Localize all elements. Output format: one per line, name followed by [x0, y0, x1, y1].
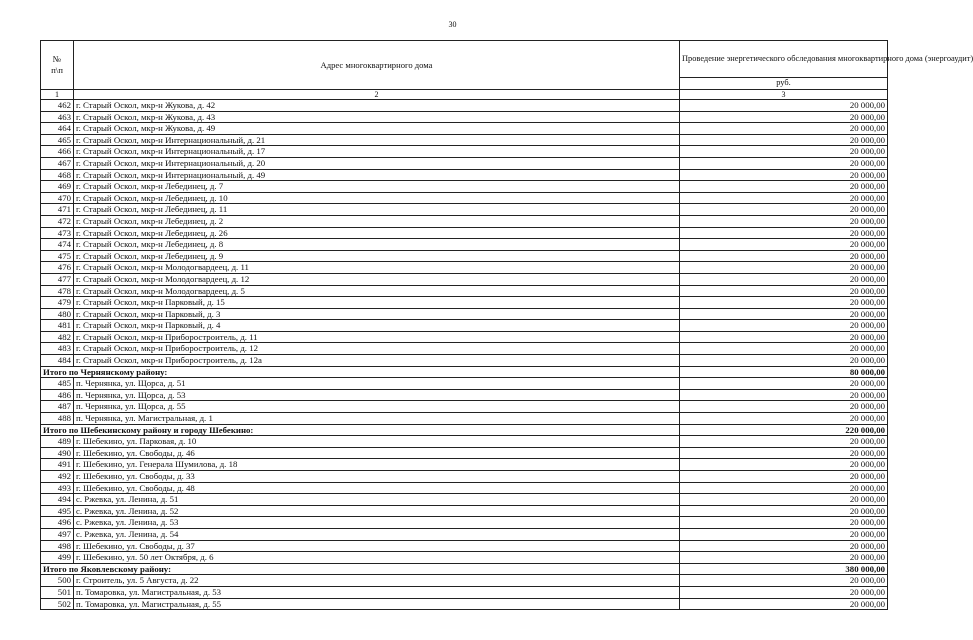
row-address: г. Старый Оскол, мкр-н Жукова, д. 43 — [74, 111, 680, 123]
row-address: г. Старый Оскол, мкр-н Парковый, д. 3 — [74, 308, 680, 320]
row-number: 478 — [41, 285, 74, 297]
table-row — [41, 540, 888, 552]
row-address: с. Ржевка, ул. Ленина, д. 52 — [74, 505, 680, 517]
header-number-title: № — [52, 54, 62, 65]
table-row — [41, 343, 888, 355]
row-amount: 20 000,00 — [680, 192, 888, 204]
table-row — [41, 215, 888, 227]
table-row — [41, 146, 888, 158]
table-row — [41, 227, 888, 239]
housing-audit-table — [40, 40, 973, 610]
table-row — [41, 331, 888, 343]
row-number: 469 — [41, 181, 74, 193]
table-row — [41, 204, 888, 216]
row-address: г. Шебекино, ул. Свободы, д. 46 — [74, 447, 680, 459]
row-number: 473 — [41, 227, 74, 239]
row-address: г. Шебекино, ул. Свободы, д. 37 — [74, 540, 680, 552]
subtotal-label: Итого по Чернянскому району: — [41, 366, 680, 378]
row-address: п. Томаровка, ул. Магистральная, д. 55 — [74, 598, 680, 610]
row-number: 488 — [41, 413, 74, 425]
table-row — [41, 401, 888, 413]
row-number: 499 — [41, 552, 74, 564]
table-row — [41, 389, 888, 401]
row-address: п. Чернянка, ул. Щорса, д. 51 — [74, 378, 680, 390]
header-amount-unit: руб. — [680, 78, 888, 90]
row-amount: 20 000,00 — [680, 586, 888, 598]
row-address: г. Старый Оскол, мкр-н Лебединец, д. 10 — [74, 192, 680, 204]
table-row — [41, 239, 888, 251]
row-number: 482 — [41, 331, 74, 343]
row-address: г. Старый Оскол, мкр-н Лебединец, д. 26 — [74, 227, 680, 239]
row-address: г. Старый Оскол, мкр-н Лебединец, д. 2 — [74, 215, 680, 227]
row-number: 497 — [41, 528, 74, 540]
row-address: г. Шебекино, ул. Генерала Шумилова, д. 18 — [74, 459, 680, 471]
row-address: п. Чернянка, ул. Щорса, д. 53 — [74, 389, 680, 401]
row-number: 479 — [41, 297, 74, 309]
row-amount: 20 000,00 — [680, 157, 888, 169]
table-row — [41, 505, 888, 517]
row-amount: 20 000,00 — [680, 308, 888, 320]
subtotal-label: Итого по Яковлевскому району: — [41, 563, 680, 575]
row-amount: 20 000,00 — [680, 134, 888, 146]
row-address: г. Старый Оскол, мкр-н Молодогвардеец, д. 11 — [74, 262, 680, 274]
row-amount: 20 000,00 — [680, 459, 888, 471]
row-amount: 20 000,00 — [680, 505, 888, 517]
table-row — [41, 413, 888, 425]
row-number: 463 — [41, 111, 74, 123]
table-row — [41, 297, 888, 309]
table-row — [41, 169, 888, 181]
row-address: г. Старый Оскол, мкр-н Парковый, д. 4 — [74, 320, 680, 332]
row-number: 481 — [41, 320, 74, 332]
table-row — [41, 552, 888, 564]
row-amount: 20 000,00 — [680, 146, 888, 158]
table-row — [41, 308, 888, 320]
row-number: 465 — [41, 134, 74, 146]
row-amount: 20 000,00 — [680, 320, 888, 332]
row-number: 491 — [41, 459, 74, 471]
row-amount: 20 000,00 — [680, 250, 888, 262]
row-address: п. Томаровка, ул. Магистральная, д. 53 — [74, 586, 680, 598]
row-number: 467 — [41, 157, 74, 169]
row-address: г. Строитель, ул. 5 Августа, д. 22 — [74, 575, 680, 587]
row-number: 502 — [41, 598, 74, 610]
row-number: 470 — [41, 192, 74, 204]
row-number: 471 — [41, 204, 74, 216]
table-row — [41, 100, 888, 112]
row-address: г. Шебекино, ул. Парковая, д. 10 — [74, 436, 680, 448]
row-address: г. Старый Оскол, мкр-н Молодогвардеец, д. 5 — [74, 285, 680, 297]
row-amount: 20 000,00 — [680, 540, 888, 552]
row-address: г. Старый Оскол, мкр-н Лебединец, д. 8 — [74, 239, 680, 251]
table-row — [41, 273, 888, 285]
row-amount: 20 000,00 — [680, 181, 888, 193]
row-amount: 20 000,00 — [680, 494, 888, 506]
table-row — [41, 262, 888, 274]
header-amount-title: Проведение энергетического обследования многоквартирного дома (энергоаудит) — [680, 41, 888, 78]
row-number: 493 — [41, 482, 74, 494]
table-row — [41, 157, 888, 169]
row-number: 468 — [41, 169, 74, 181]
row-amount: 20 000,00 — [680, 517, 888, 529]
subtotal-amount: 380 000,00 — [680, 563, 888, 575]
subtotal-label: Итого по Шебекинскому району и городу Шебекино: — [41, 424, 680, 436]
table-row — [41, 436, 888, 448]
row-number: 477 — [41, 273, 74, 285]
table-row — [41, 378, 888, 390]
column-index-2: 2 — [74, 90, 680, 100]
row-address: г. Старый Оскол, мкр-н Интернациональный, д. 49 — [74, 169, 680, 181]
header-number-subtitle: п\п — [51, 65, 63, 75]
row-number: 492 — [41, 471, 74, 483]
row-amount: 20 000,00 — [680, 123, 888, 135]
row-address: г. Старый Оскол, мкр-н Жукова, д. 42 — [74, 100, 680, 112]
row-amount: 20 000,00 — [680, 343, 888, 355]
table-row — [41, 250, 888, 262]
header-address: Адрес многоквартирного дома — [74, 41, 680, 90]
row-amount: 20 000,00 — [680, 598, 888, 610]
row-number: 489 — [41, 436, 74, 448]
subtotal-row — [41, 563, 888, 575]
row-amount: 20 000,00 — [680, 111, 888, 123]
row-amount: 20 000,00 — [680, 389, 888, 401]
table-row — [41, 586, 888, 598]
table-row — [41, 192, 888, 204]
row-address: г. Старый Оскол, мкр-н Приборостроитель, д. 11 — [74, 331, 680, 343]
page-number: 30 — [448, 20, 457, 29]
row-amount: 20 000,00 — [680, 447, 888, 459]
row-number: 498 — [41, 540, 74, 552]
row-number: 483 — [41, 343, 74, 355]
row-address: г. Старый Оскол, мкр-н Лебединец, д. 7 — [74, 181, 680, 193]
row-amount: 20 000,00 — [680, 331, 888, 343]
row-number: 464 — [41, 123, 74, 135]
row-number: 462 — [41, 100, 74, 112]
table-row — [41, 471, 888, 483]
table-row — [41, 285, 888, 297]
table-body — [41, 100, 888, 610]
row-address: с. Ржевка, ул. Ленина, д. 54 — [74, 528, 680, 540]
row-address: г. Старый Оскол, мкр-н Жукова, д. 49 — [74, 123, 680, 135]
row-address: г. Старый Оскол, мкр-н Интернациональный, д. 17 — [74, 146, 680, 158]
row-number: 490 — [41, 447, 74, 459]
table-row — [41, 575, 888, 587]
table-row — [41, 482, 888, 494]
row-amount: 20 000,00 — [680, 552, 888, 564]
row-amount: 20 000,00 — [680, 100, 888, 112]
subtotal-row — [41, 366, 888, 378]
table-row — [41, 459, 888, 471]
row-amount: 20 000,00 — [680, 413, 888, 425]
row-number: 474 — [41, 239, 74, 251]
row-number: 495 — [41, 505, 74, 517]
table-row — [41, 494, 888, 506]
row-address: г. Старый Оскол, мкр-н Интернациональный, д. 20 — [74, 157, 680, 169]
row-address: п. Чернянка, ул. Щорса, д. 55 — [74, 401, 680, 413]
row-address: г. Старый Оскол, мкр-н Молодогвардеец, д. 12 — [74, 273, 680, 285]
row-address: г. Старый Оскол, мкр-н Приборостроитель, д. 12а — [74, 355, 680, 367]
row-amount: 20 000,00 — [680, 262, 888, 274]
row-amount: 20 000,00 — [680, 227, 888, 239]
row-amount: 20 000,00 — [680, 378, 888, 390]
row-number: 496 — [41, 517, 74, 529]
row-address: г. Старый Оскол, мкр-н Лебединец, д. 11 — [74, 204, 680, 216]
column-index-row — [41, 90, 888, 100]
table-row — [41, 320, 888, 332]
row-number: 494 — [41, 494, 74, 506]
row-address: г. Старый Оскол, мкр-н Лебединец, д. 9 — [74, 250, 680, 262]
row-number: 475 — [41, 250, 74, 262]
header-number-cell — [41, 41, 74, 90]
row-amount: 20 000,00 — [680, 355, 888, 367]
table-row — [41, 447, 888, 459]
row-address: с. Ржевка, ул. Ленина, д. 53 — [74, 517, 680, 529]
row-number: 484 — [41, 355, 74, 367]
row-address: г. Старый Оскол, мкр-н Парковый, д. 15 — [74, 297, 680, 309]
row-number: 487 — [41, 401, 74, 413]
row-number: 500 — [41, 575, 74, 587]
row-amount: 20 000,00 — [680, 239, 888, 251]
row-address: г. Шебекино, ул. Свободы, д. 48 — [74, 482, 680, 494]
row-number: 501 — [41, 586, 74, 598]
column-index-1: 1 — [41, 90, 74, 100]
row-amount: 20 000,00 — [680, 169, 888, 181]
row-number: 472 — [41, 215, 74, 227]
row-amount: 20 000,00 — [680, 215, 888, 227]
table-row — [41, 528, 888, 540]
row-number: 485 — [41, 378, 74, 390]
table-row — [41, 598, 888, 610]
row-address: с. Ржевка, ул. Ленина, д. 51 — [74, 494, 680, 506]
table-header — [41, 41, 973, 100]
row-address: г. Старый Оскол, мкр-н Интернациональный, д. 21 — [74, 134, 680, 146]
row-amount: 20 000,00 — [680, 575, 888, 587]
subtotal-amount: 80 000,00 — [680, 366, 888, 378]
row-address: г. Шебекино, ул. Свободы, д. 33 — [74, 471, 680, 483]
column-index-3: 3 — [680, 90, 888, 100]
row-address: г. Шебекино, ул. 50 лет Октября, д. 6 — [74, 552, 680, 564]
table-row — [41, 123, 888, 135]
row-amount: 20 000,00 — [680, 285, 888, 297]
row-amount: 20 000,00 — [680, 528, 888, 540]
row-address: п. Чернянка, ул. Магистральная, д. 1 — [74, 413, 680, 425]
row-amount: 20 000,00 — [680, 204, 888, 216]
table-row — [41, 355, 888, 367]
row-amount: 20 000,00 — [680, 436, 888, 448]
row-amount: 20 000,00 — [680, 482, 888, 494]
table-row — [41, 517, 888, 529]
row-address: г. Старый Оскол, мкр-н Приборостроитель, д. 12 — [74, 343, 680, 355]
subtotal-amount: 220 000,00 — [680, 424, 888, 436]
row-number: 476 — [41, 262, 74, 274]
row-amount: 20 000,00 — [680, 471, 888, 483]
row-number: 480 — [41, 308, 74, 320]
row-number: 486 — [41, 389, 74, 401]
row-amount: 20 000,00 — [680, 297, 888, 309]
row-amount: 20 000,00 — [680, 273, 888, 285]
row-amount: 20 000,00 — [680, 401, 888, 413]
row-number: 466 — [41, 146, 74, 158]
table-row — [41, 111, 888, 123]
table-row — [41, 181, 888, 193]
subtotal-row — [41, 424, 888, 436]
table-row — [41, 134, 888, 146]
